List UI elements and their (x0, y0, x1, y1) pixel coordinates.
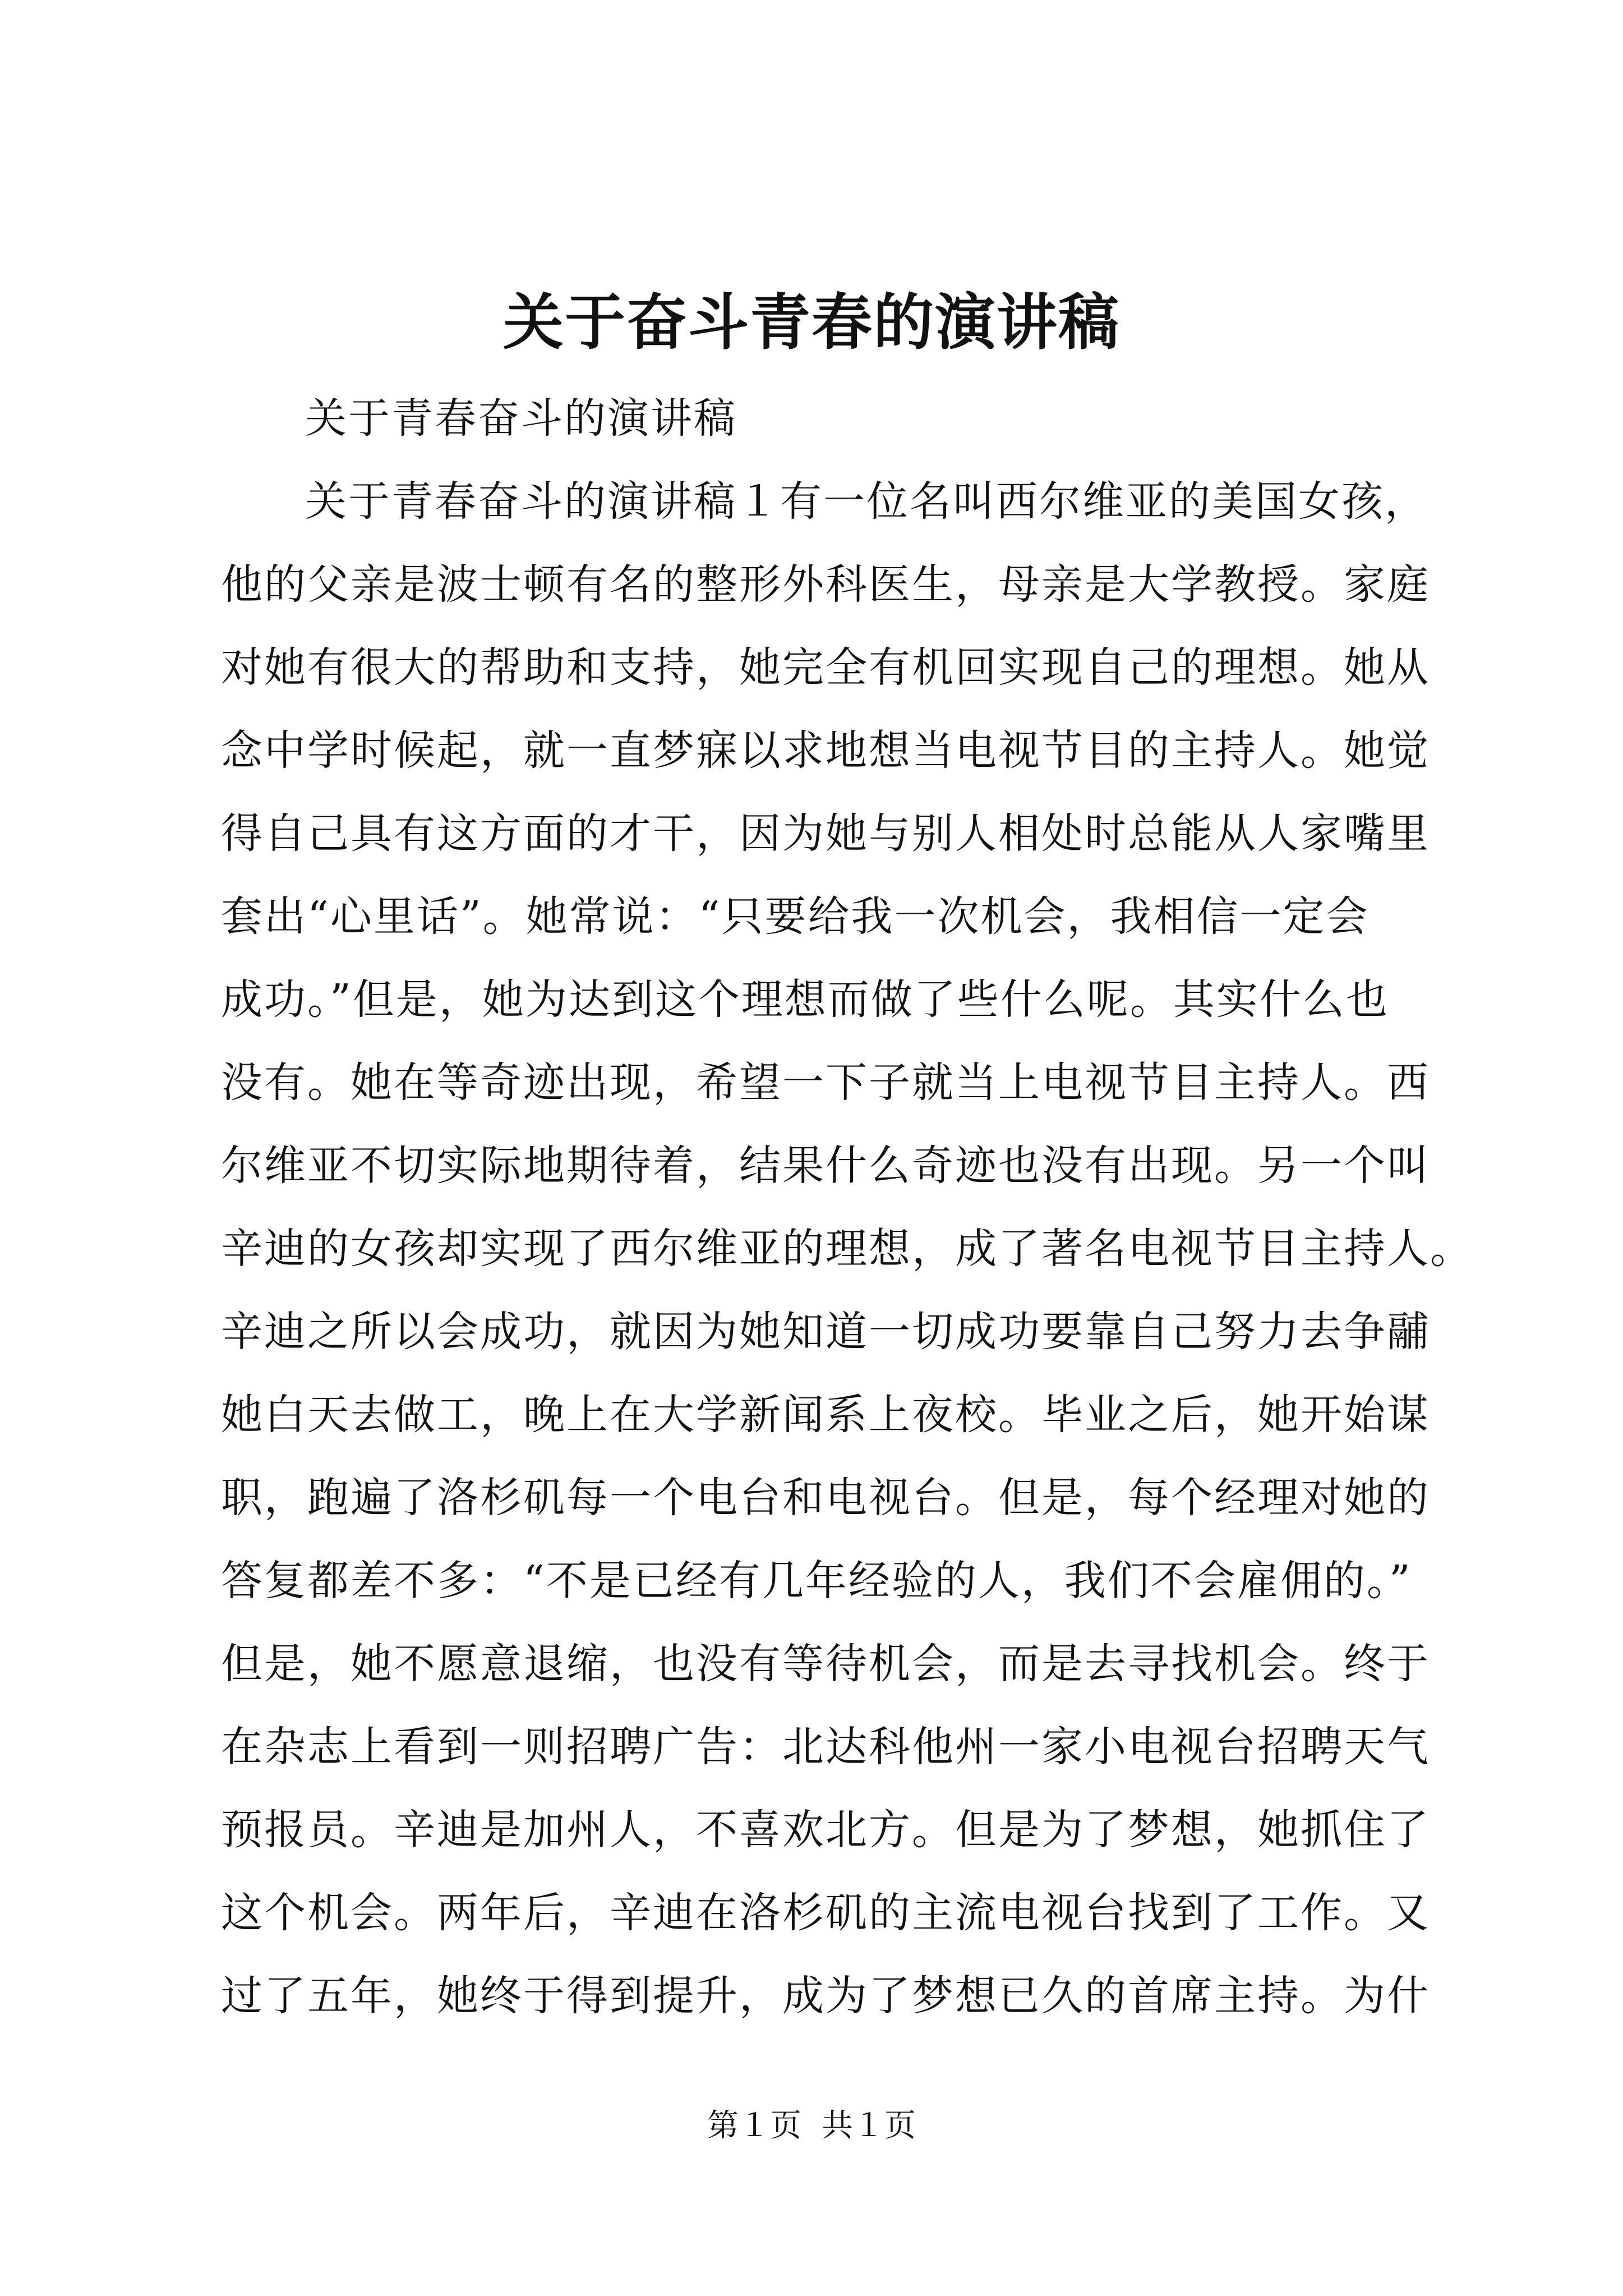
body-line: 但是，她不愿意退缩，也没有等待机会，而是去寻找机会。终于 (221, 1640, 1430, 1688)
body-line: 得自己具有这方面的才干，因为她与别人相处时总能从人家嘴里 (221, 809, 1430, 858)
page-count: 共１页 (822, 2108, 916, 2144)
body-line: 过了五年，她终于得到提升，成为了梦想已久的首席主持。为什 (221, 1972, 1430, 2020)
body-line: 套出“心里话”。她常说：“只要给我一次机会，我相信一定会 (221, 892, 1370, 941)
body-line: 关于青春奋斗的演讲稿１有一位名叫西尔维亚的美国女孩， (305, 477, 1428, 526)
body-line: 辛迪之所以会成功，就因为她知道一切成功要靠自己努力去争鬴 (221, 1308, 1430, 1356)
document-body (221, 377, 1473, 2037)
body-line: 尔维亚不切实际地期待着，结果什么奇迹也没有出现。另一个叫 (221, 1142, 1430, 1190)
body-line: 在杂志上看到一则招聘广告：北达科他州一家小电视台招聘天气 (221, 1723, 1430, 1771)
body-line: 职，跑遍了洛杉矶每一个电台和电视台。但是，每个经理对她的 (221, 1474, 1430, 1522)
body-line: 这个机会。两年后，辛迪在洛杉矶的主流电视台找到了工作。又 (221, 1889, 1430, 1937)
document-title: 关于奋斗青春的演讲稿 (502, 287, 1120, 358)
body-line: 念中学时候起，就一直梦寐以求地想当电视节目的主持人。她觉 (221, 726, 1430, 775)
body-line: 没有。她在等奇迹出现，希望一下子就当上电视节目主持人。西 (221, 1059, 1430, 1107)
page-footer (0, 2106, 1623, 2146)
body-line: 对她有很大的帮助和支持，她完全有机回实现自己的理想。她从 (221, 643, 1430, 692)
body-line: 她白天去做工，晚上在大学新闻系上夜校。毕业之后，她开始谋 (221, 1391, 1430, 1439)
body-line: 预报员。辛迪是加州人，不喜欢北方。但是为了梦想，她抓住了 (221, 1806, 1430, 1854)
body-line: 答复都差不多：“不是已经有几年经验的人，我们不会雇佣的。” (221, 1557, 1412, 1605)
body-line: 辛迪的女孩却实现了西尔维亚的理想，成了著名电视节目主持人。 (221, 1225, 1473, 1273)
body-line: 成功。”但是，她为达到这个理想而做了些什么呢。其实什么也 (221, 976, 1389, 1024)
body-line: 他的父亲是波士顿有名的整形外科医生，母亲是大学教授。家庭 (221, 560, 1430, 609)
page-number: 第１页 (707, 2108, 801, 2144)
body-line: 关于青春奋斗的演讲稿 (305, 394, 737, 443)
